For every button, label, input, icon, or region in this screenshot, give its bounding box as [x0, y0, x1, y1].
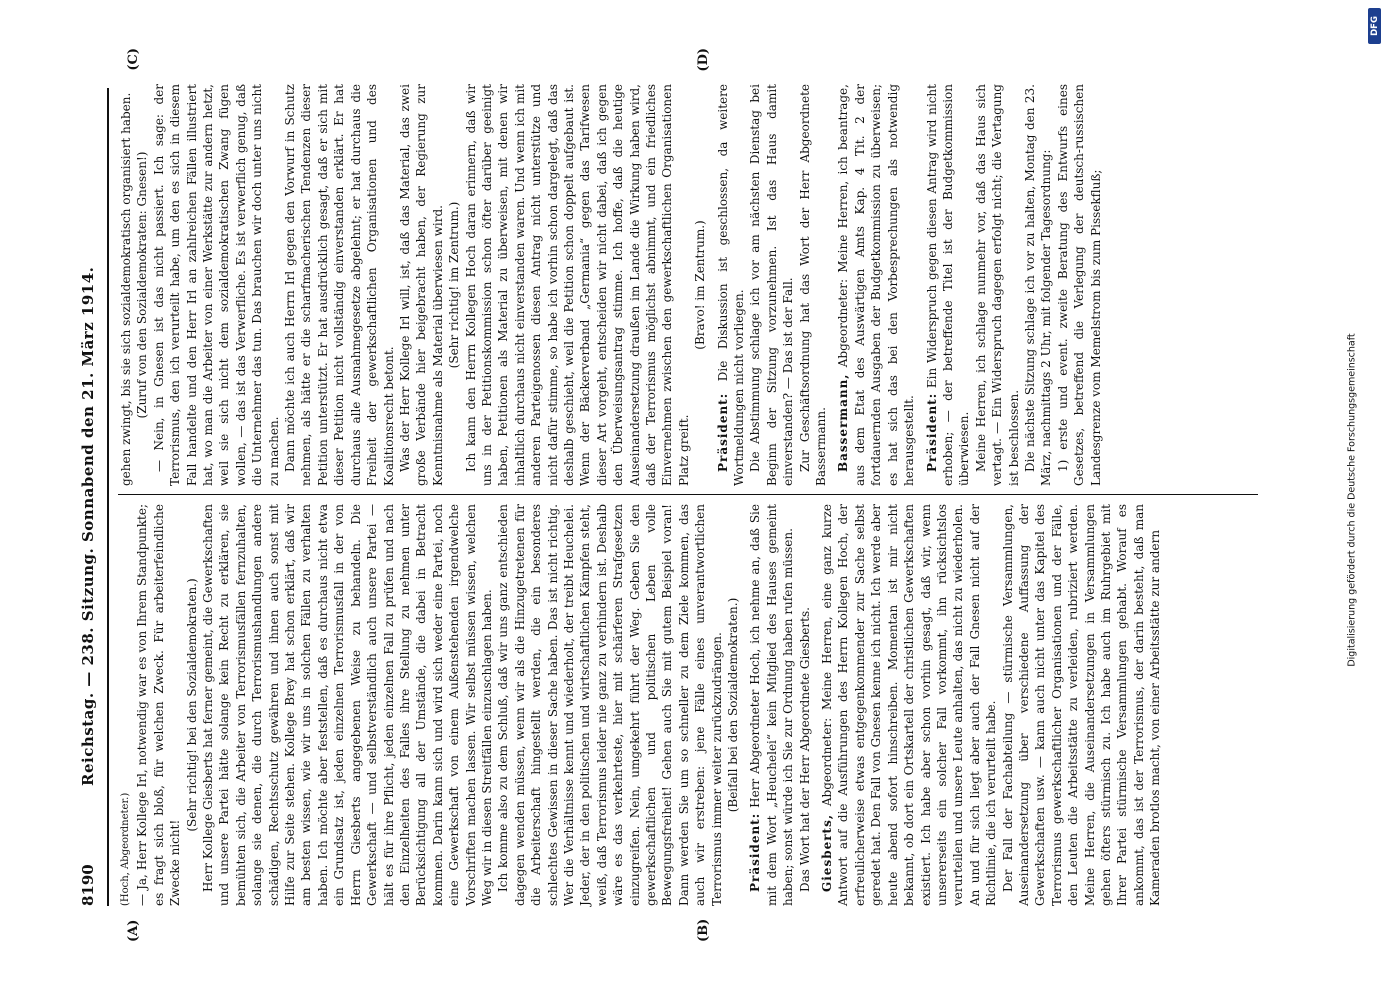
speaker-name: Präsident: — [715, 392, 730, 472]
header-rule — [107, 88, 109, 906]
document-page — [56, 44, 1326, 944]
column-divider — [118, 494, 1258, 495]
paragraph: Ich kann den Herrn Kollegen Hoch daran erinnern, daß wir uns in der Petitionskommission schon öfter darüber geeinigt haben, Petitionen als Material zu überweisen, mit denen wir inhaltlich durchaus nicht einverstanden waren. Und wenn ich mit anderen Parteigenossen diesen Antrag nicht unterstütze und nicht dafür stimme, so habe ich vorhin schon dargelegt, daß das deshalb geschieht, weil die Petition schon doppelt aufgebaut ist. Wenn der Bäckerverband „Germania“ gegen das Tarifwesen dieser Art vorgeht, entscheiden wir nicht dabei, daß ich gegen den Überweisungsantrag stimme. Ich hoffe, daß die heutige Auseinandersetzung draußen im Lande die Wirkung haben wird, daß der Terrorismus möglichst abnimmt, und ein friedliches Einvernehmen zwischen den gewerkschaftlichen Organisationen Platz greift. — [463, 84, 691, 486]
page-number: 8190 — [79, 864, 97, 906]
agenda-item: 1) erste und event. zweite Beratung des Entwurfs eines Gesetzes, betreffend die Verlegung der deutsch-russischen Landesgrenze vom Memelstrom bis zum Pissekfluß; — [1055, 84, 1103, 486]
margin-marker-d: (D) — [696, 48, 711, 72]
paragraph: — Ja, Herr Kollege Irl, notwendig war es von Ihrem Standpunkte; es fragt sich bloß, für welchen Zweck. Für arbeiterfeindliche Zwecke nicht! — [135, 504, 183, 906]
paragraph: Herr Kollege Giesberts hat ferner gemeint, die Gewerkschaften und unsere Partei hätte solange kein Recht zu erklären, sie bemühten sich, die Arbeiter von Terrorismusfällen fernzuhalten, solange sie denen, die durch Terrorismushandlungen andere schädigen, Rechtsschutz gewähren und ihnen auch sonst mit Hilfe zur Seite stehen. Kollege Brey hat schon erklärt, daß wir am besten wissen, wie wir uns in solchen Fällen zu verhalten haben. Ich möchte aber feststellen, daß es durchaus nicht etwa ein Grundsatz ist, jeden einzelnen Terrorismusfall in der von Herrn Giesberts angegebenen Weise zu behandeln. Die Gewerkschaft — und selbstverständlich auch unsere Partei — hält es für ihre Pflicht, jeden einzelnen Fall zu prüfen und nach den Einzelheiten des Falles ihre Stellung zu nehmen unter Berücksichtigung all der Umstände, die dabei in Betracht kommen. Darin kann sich und wird sich weder eine Partei, noch eine Gewerkschaft von einem Außenstehenden irgendwelche Vorschriften machen lassen. Wir selbst müssen wissen, welchen Weg wir in diesen Streitfällen einzuschlagen haben. — [201, 504, 494, 906]
interjection: (Sehr richtig! bei den Sozialdemokraten.) — [184, 578, 199, 832]
paragraph: Meine Herren, ich schlage nunmehr vor, daß das Haus sich vertagt. — Ein Widerspruch dagegen erfolgt nicht; die Vertagung ist beschlossen. — [973, 84, 1021, 486]
digitization-credit: Digitalisierung gefördert durch die Deutsche Forschungsgemeinschaft — [1346, 333, 1358, 667]
speaker-continuation-label: (Hoch, Abgeordneter.) — [120, 792, 131, 906]
statement-text: Ein Widerspruch gegen diesen Antrag wird nicht erhoben; — der betreffende Titel ist der Budgetkommission überwiesen. — [924, 84, 972, 486]
statement-text: Abgeordneter: Meine Herren, eine ganz kurze Antwort auf die Ausführungen des Herrn Kollegen Hoch, der erfreulicherweise etwas entgegenkommender zur Sache selbst geredet hat. Den Fall von Gnesen kenne ich nicht. Ich werde aber heute abend sofort hinschreiben. Momentan ist mir nicht bekannt, ob dort ein Ortskartell der christlichen Gewerkschaften existiert. Ich habe aber schon vorhin gesagt, daß wir, wenn unsererseits ein solcher Fall vorkommt, ihn rücksichtslos verurteilen und unsere Leute anhalten, das nicht zu wiederholen. An und für sich liegt aber auch der Fall Gnesen nicht auf der Richtlinie, die ich verurteilt habe. — [820, 504, 999, 906]
paragraph: Zur Geschäftsordnung hat das Wort der Herr Abgeordnete Bassermann. — [797, 84, 829, 486]
speaker-name: Präsident: — [924, 392, 939, 472]
president-statement — [924, 84, 973, 486]
paragraph: Das Wort hat der Herr Abgeordnete Giesberts. — [797, 607, 812, 892]
president-statement — [715, 84, 748, 486]
paragraph: Dann möchte ich auch Herrn Irl gegen den Vorwurf in Schutz nehmen, als hätte er die scharfmacherischen Tendenzen dieser Petition unterstützt. Er hat ausdrücklich gesagt, daß er sich mit dieser Petition nicht vollständig einverstanden erklärt. Er hat durchaus alle Ausnahmegesetze abgelehnt; er hat durchaus die Freiheit der gewerkschaftlichen Organisationen und des Koalitionsrecht betont. — [283, 84, 396, 486]
paragraph: gehen zwingt, bis sie sich sozialdemokratisch organisiert haben. — [119, 92, 133, 486]
bassermann-statement — [835, 84, 917, 486]
statement-text: Herr Abgeordneter Hoch, ich nehme an, daß Sie mit dem Wort „Heuchelei“ kein Mitglied des Hauses gemeint haben; sonst würde ich Sie zur Ordnung haben rufen müssen. — [748, 504, 796, 906]
paragraph: Ich komme also zu dem Schluß, daß wir uns ganz entschieden dagegen wenden müssen, wenn wir als die Hinzugetretenen für die Arbeiterschaft hingestellt werden, die ein besonderes schlechtes Gewissen in dieser Sache haben. Das ist nicht richtig. Wer die Verhältnisse kennt und wiederholt, der treibt Heuchelei. Jeder, der in den politischen und wirtschaftlichen Kämpfen steht, weiß, daß Terrorismus leider nie ganz zu verhindern ist. Deshalb wäre es das verkehrteste, hier mit schärferen Strafgesetzen einzugreifen. Nein, umgekehrt führt der Weg. Geben Sie den gewerkschaftlichen und politischen Leben volle Bewegungsfreiheit! Gehen auch Sie mit gutem Beispiel voran! Dann werden Sie um so schneller zu dem Ziele kommen, das auch wir erstreben: jene Fälle eines unverantwortlichen Terrorismus immer weiter zurückzudrängen. — [496, 504, 724, 906]
dfg-logo-label: DFG — [1369, 16, 1380, 36]
interjection: (Bravo! im Zentrum.) — [693, 220, 708, 350]
margin-marker-c: (C) — [126, 48, 141, 71]
interjection: (Beifall bei den Sozialdemokraten.) — [726, 597, 741, 813]
paragraph: — Nein, in Gnesen ist das nicht passiert. Ich sage: der Terrorismus, den ich verurteilt habe, um den es sich in diesem Fall handelte und den Herr Irl an zahlreichen Fällen illustriert hat, wo man die Arbeiter von einer Werkstätte zur andern hetzt, weil sie sich nicht dem sozialdemokratischen Zwang fügen wollen, — das ist das Verwerfliche. Es ist verwerflich genug, daß die Unternehmer das tun. Das brauchen wir doch unter uns nicht zu machen. — [151, 84, 281, 486]
interjection: (Zuruf von den Sozialdemokraten: Gnesen!) — [135, 151, 150, 419]
paragraph: Was der Herr Kollege Irl will, ist, daß das Material, das zwei große Verbände hier beigebracht haben, der Regierung zur Kenntnisnahme als Material überwiesen wird. — [397, 84, 445, 486]
margin-marker-b: (B) — [696, 918, 711, 942]
paragraph: Der Fall der Fachabteilung — stürmische Versammlungen, Auseinandersetzung über verschiedene Auffassung der Gewerkschaften usw. — kann auch nicht unter das Kapitel des Terrorismus gewerkschaftlicher Organisationen und der Fälle, den Leuten die Arbeitsstätte zu verleiden, rubriziert werden. Meine Herren, die Auseinandersetzungen in Versammlungen gehen öfters stürmisch zu. Ich habe auch im Ruhrgebiet mit Ihrer Partei stürmische Versammlungen gehabt. Worauf es ankommt, das ist der Terrorismus, der darin besteht, daß man Kameraden brotlos macht, von einer Arbeitsstätte zur andern — [1000, 504, 1163, 906]
interjection: (Sehr richtig! im Zentrum.) — [447, 201, 462, 369]
left-column — [118, 504, 1164, 906]
paragraph: Die nächste Sitzung schlage ich vor zu halten, Montag den 23. März, nachmittags 2 Uhr, mit folgender Tagesordnung: — [1022, 84, 1054, 486]
president-statement — [747, 504, 796, 906]
statement-text: Abgeordneter: Meine Herren, ich beantrage, aus dem Etat des Auswärtigen Amts Kap. 4 Tit. 2 der fortdauernden Ausgaben der Budgetkommission zu überweisen; es hat sich das bei den Vorbesprechungen als notwendig herausgestellt. — [836, 84, 917, 486]
speaker-name: Giesberts, — [820, 813, 835, 892]
statement-text: Die Diskussion ist geschlossen, da weitere Wortmeldungen nicht vorliegen. — [715, 84, 747, 486]
dfg-logo — [1368, 8, 1381, 44]
right-column — [118, 84, 1104, 486]
speaker-name: Bassermann, — [836, 373, 851, 472]
giesberts-statement — [819, 504, 999, 906]
paragraph: Die Abstimmung schlage ich vor am nächsten Dienstag bei Beginn der Sitzung vorzunehmen. Ist das Haus damit einverstanden? — Das ist der Fall. — [748, 84, 796, 486]
running-title: Reichstag. — 238. Sitzung. Sonnabend den 21. März 1914. — [79, 266, 97, 786]
page-header — [76, 88, 104, 906]
margin-marker-a: (A) — [126, 919, 141, 942]
speaker-name: Präsident: — [748, 812, 763, 892]
